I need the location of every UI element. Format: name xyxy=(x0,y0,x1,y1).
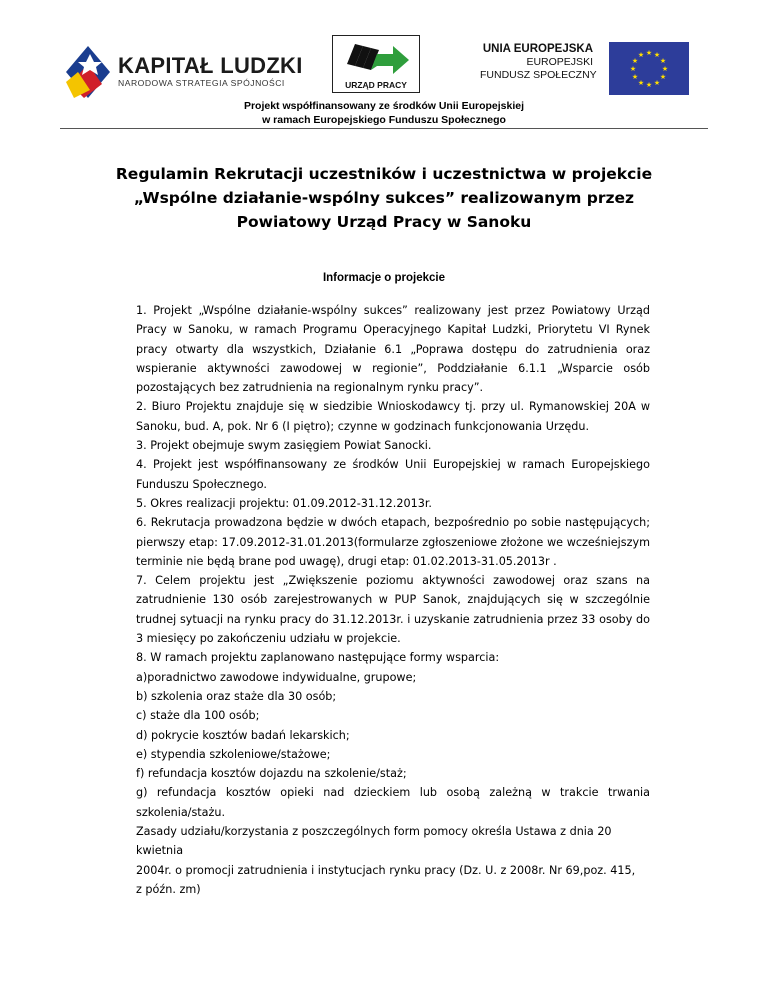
list-item-g: g) refundacja kosztów opieki nad dzieckiem lub osobą zależną w trakcie trwania szkolenia/stażu. xyxy=(136,786,650,819)
kapital-ludzki-emblem-icon xyxy=(60,42,116,102)
cofinancing-line-2: w ramach Europejskiego Funduszu Społecznego xyxy=(262,114,506,126)
kapital-ludzki-title: KAPITAŁ LUDZKI xyxy=(118,53,303,78)
eu-fund-line1: EUROPEJSKI xyxy=(526,56,593,68)
document-title-line-3: Powiatowy Urząd Pracy w Sanoku xyxy=(236,213,532,231)
cofinancing-note xyxy=(0,99,768,127)
document-body xyxy=(136,301,650,899)
svg-text:★: ★ xyxy=(661,65,669,73)
list-item-a: a)poradnictwo zawodowe indywidualne, grupowe; xyxy=(136,670,417,684)
list-item-e: e) stypendia szkoleniowe/stażowe; xyxy=(136,747,331,761)
paragraph-7: 7. Celem projektu jest „Zwiększenie poziomu aktywności zawodowej oraz szans na zatrudnienie 130 osób zarejestrowanych w PUP Sanok, znajdujących się w szczególnie trudnej sytuacji na rynku pracy do 31.12.2013r. i uzyskanie zatrudnienia przez 33 osoby do 3 miesięcy po zakończeniu udziału w projekcie. xyxy=(136,574,650,646)
document-title-line-1: Regulamin Rekrutacji uczestników i uczestnictwa w projekcie xyxy=(115,165,653,183)
urzad-pracy-label: URZĄD PRACY xyxy=(345,80,407,90)
rules-line-2: 2004r. o promocji zatrudnienia i instytucjach rynku pracy (Dz. U. z 2008r. Nr 69,poz. 415, xyxy=(136,863,636,877)
eu-title: UNIA EUROPEJSKA xyxy=(482,43,593,55)
kapital-ludzki-logo xyxy=(60,42,303,104)
urzad-pracy-emblem-icon xyxy=(333,38,418,78)
list-item-f: f) refundacja kosztów dojazdu na szkolenie/staż; xyxy=(136,767,407,781)
paragraph-5: 5. Okres realizacji projektu: 01.09.2012-31.12.2013r. xyxy=(136,496,432,510)
paragraph-4: 4. Projekt jest współfinansowany ze środków Unii Europejskiej w ramach Europejskiego Funduszu Społecznego. xyxy=(136,458,650,491)
list-item-c: c) staże dla 100 osób; xyxy=(136,709,260,723)
svg-text:★: ★ xyxy=(629,65,637,73)
svg-text:★: ★ xyxy=(659,73,667,81)
document-title-line-2: „Wspólne działanie-wspólny sukces” realizowanym przez xyxy=(133,189,635,207)
svg-text:★: ★ xyxy=(637,79,645,87)
paragraph-8: 8. W ramach projektu zaplanowano następujące formy wsparcia: xyxy=(136,651,500,665)
section-heading: Informacje o projekcie xyxy=(322,272,446,284)
eu-efs-logo xyxy=(468,40,708,95)
rules-line-3: z późn. zm) xyxy=(136,882,201,896)
header-divider xyxy=(60,128,708,129)
svg-text:★: ★ xyxy=(631,73,639,81)
list-item-d: d) pokrycie kosztów badań lekarskich; xyxy=(136,728,350,742)
svg-text:★: ★ xyxy=(653,51,661,59)
svg-text:★: ★ xyxy=(631,57,639,65)
svg-text:★: ★ xyxy=(645,49,653,57)
svg-text:★: ★ xyxy=(645,81,653,89)
page-header xyxy=(0,0,768,130)
svg-text:★: ★ xyxy=(659,57,667,65)
rules-line-1: Zasady udziału/korzystania z poszczególnych form pomocy określa Ustawa z dnia 20 kwietnia xyxy=(136,825,612,858)
kapital-ludzki-subtitle: NARODOWA STRATEGIA SPÓJNOŚCI xyxy=(118,78,285,88)
eu-flag-icon xyxy=(609,42,689,95)
list-item-b: b) szkolenia oraz staże dla 30 osób; xyxy=(136,689,337,703)
paragraph-2: 2. Biuro Projektu znajduje się w siedzibie Wnioskodawcy tj. przy ul. Rymanowskiej 20A w Sanoku, bud. A, pok. Nr 6 (I piętro); czynne w godzinach funkcjonowania Urzędu. xyxy=(136,400,650,433)
paragraph-6: 6. Rekrutacja prowadzona będzie w dwóch etapach, bezpośrednio po sobie następujących; pierwszy etap: 17.09.2012-31.01.2013(formularze zgłoszeniowe złożone we wcześniejszym terminie nie będą brane pod uwagę), drugi etap: 01.02.2013-31.05.2013r . xyxy=(136,516,650,568)
document-title xyxy=(80,162,688,234)
svg-text:★: ★ xyxy=(637,51,645,59)
paragraph-1: 1. Projekt „Wspólne działanie-wspólny sukces” realizowany jest przez Powiatowy Urząd Pracy w Sanoku, w ramach Programu Operacyjnego Kapitał Ludzki, Priorytetu VI Rynek pracy otwarty dla wszystkich, Działanie 6.1 „Poprawa dostępu do zatrudnienia oraz wspieranie aktywności zawodowej w regionie”, Poddziałanie 6.1.1 „Wsparcie osób pozostających bez zatrudnienia na regionalnym rynku pracy”. xyxy=(136,304,650,395)
svg-text:★: ★ xyxy=(653,79,661,87)
cofinancing-line-1: Projekt współfinansowany ze środków Unii Europejskiej xyxy=(243,100,525,112)
urzad-pracy-logo xyxy=(332,35,420,93)
paragraph-3: 3. Projekt obejmuje swym zasięgiem Powiat Sanocki. xyxy=(136,439,432,453)
eu-fund-line2: FUNDUSZ SPOŁECZNY xyxy=(480,69,597,81)
